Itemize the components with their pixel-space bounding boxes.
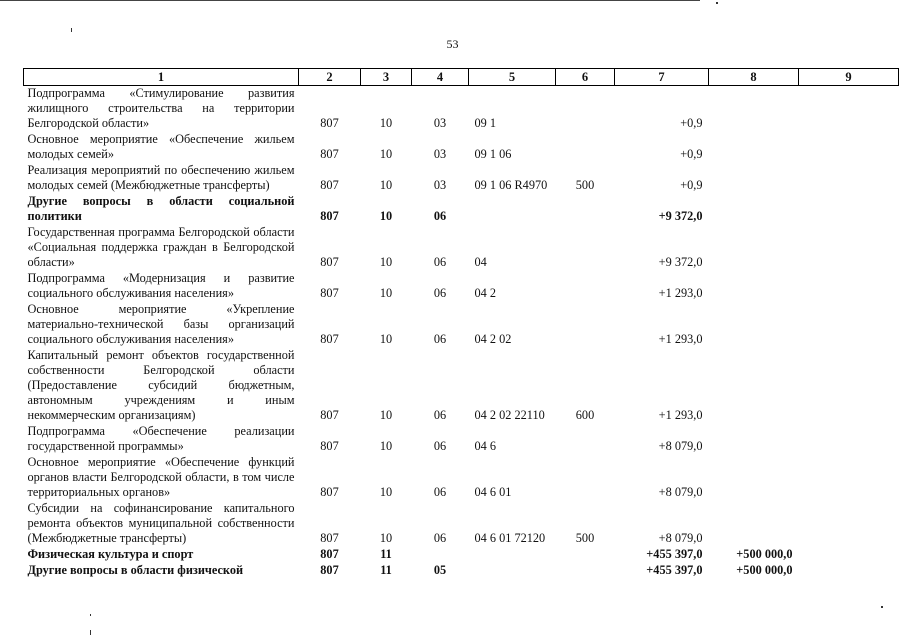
ministry-code-cell: 807 xyxy=(320,255,339,269)
target-article-code-cell: 09 1 06 R4970 xyxy=(474,178,548,192)
table-row xyxy=(24,348,899,424)
column-9-cell xyxy=(799,501,899,547)
expense-type-code-cell xyxy=(556,86,615,133)
column-9-cell xyxy=(799,302,899,348)
expense-type-code-cell: 500 xyxy=(575,531,595,545)
amount-change-next-cell xyxy=(709,501,799,547)
section-code-cell: 10 xyxy=(379,147,393,161)
expense-type-code-cell xyxy=(556,194,615,225)
section-code-cell: 10 xyxy=(379,531,393,545)
table-row xyxy=(24,547,899,563)
subsection-code-cell: 05 xyxy=(433,563,447,577)
section-code-cell: 11 xyxy=(380,547,392,561)
top-border-line xyxy=(0,0,700,1)
header-col-6: 6 xyxy=(556,69,615,86)
amount-change-cell: +0,9 xyxy=(680,116,703,130)
target-article-code-cell: 04 xyxy=(474,255,487,269)
amount-change-next-cell xyxy=(709,132,799,163)
amount-change-cell: +9 372,0 xyxy=(658,209,703,223)
scan-speck xyxy=(90,630,91,635)
section-code-cell: 10 xyxy=(379,209,393,223)
expense-type-code-cell xyxy=(556,547,615,563)
expense-type-code-cell xyxy=(556,271,615,302)
item-name-cell: Другие вопросы в области физической xyxy=(27,563,244,577)
item-name-cell: Основное мероприятие «Обеспечение функций органов власти Белгородской области, в том числе территориальных органов» xyxy=(27,455,295,499)
header-col-5: 5 xyxy=(469,69,556,86)
ministry-code-cell: 807 xyxy=(320,439,339,453)
target-article-code-cell: 09 1 xyxy=(474,116,497,130)
table-row xyxy=(24,194,899,225)
column-9-cell xyxy=(799,271,899,302)
table-row xyxy=(24,563,899,579)
table-row xyxy=(24,424,899,455)
header-col-1: 1 xyxy=(24,69,299,86)
target-article-code-cell: 04 6 01 72120 xyxy=(474,531,546,545)
table-row xyxy=(24,455,899,501)
item-name-cell: Основное мероприятие «Укрепление материально-технической базы организаций социального обслуживания населения» xyxy=(27,302,295,346)
expense-type-code-cell xyxy=(556,424,615,455)
table-row xyxy=(24,501,899,547)
target-article-code-cell xyxy=(469,563,556,579)
column-9-cell xyxy=(799,547,899,563)
header-col-9: 9 xyxy=(799,69,899,86)
amount-change-next-cell xyxy=(709,271,799,302)
section-code-cell: 10 xyxy=(379,332,393,346)
header-row xyxy=(24,69,899,86)
ministry-code-cell: 807 xyxy=(320,332,339,346)
scan-speck xyxy=(881,606,883,608)
page-number: 53 xyxy=(446,37,459,51)
section-code-cell: 10 xyxy=(379,439,393,453)
subsection-code-cell xyxy=(412,547,469,563)
target-article-code-cell xyxy=(469,547,556,563)
expense-type-code-cell xyxy=(556,225,615,271)
table-row xyxy=(24,163,899,194)
section-code-cell: 10 xyxy=(379,255,393,269)
amount-change-next-cell xyxy=(709,225,799,271)
target-article-code-cell: 04 2 xyxy=(474,286,497,300)
amount-change-cell: +0,9 xyxy=(680,147,703,161)
item-name-cell: Субсидии на софинансирование капитального ремонта объектов муниципальной собственности (Межбюджетные трансферты) xyxy=(27,501,295,545)
amount-change-cell: +1 293,0 xyxy=(658,332,703,346)
ministry-code-cell: 807 xyxy=(320,178,339,192)
amount-change-cell: +8 079,0 xyxy=(658,439,703,453)
table-row xyxy=(24,86,899,133)
column-9-cell xyxy=(799,132,899,163)
amount-change-next-cell xyxy=(709,455,799,501)
ministry-code-cell: 807 xyxy=(320,147,339,161)
subsection-code-cell: 06 xyxy=(433,255,447,269)
column-9-cell xyxy=(799,424,899,455)
item-name-cell: Подпрограмма «Стимулирование развития жилищного строительства на территории Белгородской области» xyxy=(27,86,295,130)
expense-type-code-cell: 500 xyxy=(575,178,595,192)
amount-change-cell: +1 293,0 xyxy=(658,286,703,300)
expense-type-code-cell xyxy=(556,455,615,501)
amount-change-next-cell xyxy=(709,194,799,225)
section-code-cell: 10 xyxy=(379,116,393,130)
scan-speck xyxy=(90,614,91,616)
amount-change-cell: +0,9 xyxy=(680,178,703,192)
expense-type-code-cell xyxy=(556,563,615,579)
ministry-code-cell: 807 xyxy=(320,116,339,130)
target-article-code-cell: 04 2 02 22110 xyxy=(474,408,545,422)
expense-type-code-cell xyxy=(556,302,615,348)
amount-change-next-cell xyxy=(709,86,799,133)
header-col-4: 4 xyxy=(412,69,469,86)
subsection-code-cell: 03 xyxy=(433,178,447,192)
target-article-code-cell: 04 2 02 xyxy=(474,332,512,346)
ministry-code-cell: 807 xyxy=(320,563,339,577)
expense-type-code-cell: 600 xyxy=(575,408,595,422)
ministry-code-cell: 807 xyxy=(320,547,339,561)
amount-change-cell: +455 397,0 xyxy=(646,563,703,577)
subsection-code-cell: 06 xyxy=(433,209,447,223)
item-name-cell: Подпрограмма «Модернизация и развитие социального обслуживания населения» xyxy=(27,271,295,300)
subsection-code-cell: 06 xyxy=(433,531,447,545)
column-9-cell xyxy=(799,163,899,194)
amount-change-next-cell xyxy=(709,348,799,424)
subsection-code-cell: 06 xyxy=(433,485,447,499)
ministry-code-cell: 807 xyxy=(320,209,339,223)
column-9-cell xyxy=(799,86,899,133)
amount-change-next-cell xyxy=(709,163,799,194)
header-col-2: 2 xyxy=(299,69,361,86)
ministry-code-cell: 807 xyxy=(320,485,339,499)
scan-speck xyxy=(71,28,72,32)
target-article-code-cell xyxy=(469,194,556,225)
section-code-cell: 10 xyxy=(379,408,393,422)
item-name-cell: Основное мероприятие «Обеспечение жильем молодых семей» xyxy=(27,132,295,161)
header-col-3: 3 xyxy=(361,69,412,86)
ministry-code-cell: 807 xyxy=(320,286,339,300)
column-9-cell xyxy=(799,348,899,424)
amount-change-cell: +1 293,0 xyxy=(658,408,703,422)
amount-change-cell: +455 397,0 xyxy=(646,547,703,561)
subsection-code-cell: 03 xyxy=(433,116,447,130)
target-article-code-cell: 09 1 06 xyxy=(474,147,512,161)
amount-change-next-cell xyxy=(709,424,799,455)
column-9-cell xyxy=(799,194,899,225)
amount-change-next-cell: +500 000,0 xyxy=(736,563,793,577)
section-code-cell: 10 xyxy=(379,286,393,300)
item-name-cell: Подпрограмма «Обеспечение реализации государственной программы» xyxy=(27,424,295,453)
item-name-cell: Физическая культура и спорт xyxy=(27,547,194,561)
subsection-code-cell: 06 xyxy=(433,439,447,453)
amount-change-next-cell xyxy=(709,302,799,348)
column-9-cell xyxy=(799,455,899,501)
item-name-cell: Реализация мероприятий по обеспечению жильем молодых семей (Межбюджетные трансферты) xyxy=(27,163,295,192)
target-article-code-cell: 04 6 xyxy=(474,439,497,453)
amount-change-next-cell: +500 000,0 xyxy=(736,547,793,561)
subsection-code-cell: 06 xyxy=(433,408,447,422)
column-9-cell xyxy=(799,563,899,579)
subsection-code-cell: 03 xyxy=(433,147,447,161)
target-article-code-cell: 04 6 01 xyxy=(474,485,512,499)
budget-table xyxy=(23,68,899,579)
section-code-cell: 11 xyxy=(380,563,392,577)
table-row xyxy=(24,271,899,302)
subsection-code-cell: 06 xyxy=(433,332,447,346)
header-col-7: 7 xyxy=(615,69,709,86)
amount-change-cell: +9 372,0 xyxy=(658,255,703,269)
table-row xyxy=(24,225,899,271)
table-row xyxy=(24,132,899,163)
header-col-8: 8 xyxy=(709,69,799,86)
section-code-cell: 10 xyxy=(379,178,393,192)
ministry-code-cell: 807 xyxy=(320,531,339,545)
amount-change-cell: +8 079,0 xyxy=(658,485,703,499)
item-name-cell: Капитальный ремонт объектов государственной собственности Белгородской области (Предоставление субсидий бюджетным, автономным учреждениям и иным некоммерческим организациям) xyxy=(27,348,295,422)
table-row xyxy=(24,302,899,348)
item-name-cell: Другие вопросы в области социальной политики xyxy=(27,194,295,223)
amount-change-cell: +8 079,0 xyxy=(658,531,703,545)
column-9-cell xyxy=(799,225,899,271)
subsection-code-cell: 06 xyxy=(433,286,447,300)
item-name-cell: Государственная программа Белгородской области «Социальная поддержка граждан в Белгородской области» xyxy=(27,225,295,269)
scan-speck xyxy=(716,2,718,4)
ministry-code-cell: 807 xyxy=(320,408,339,422)
section-code-cell: 10 xyxy=(379,485,393,499)
expense-type-code-cell xyxy=(556,132,615,163)
